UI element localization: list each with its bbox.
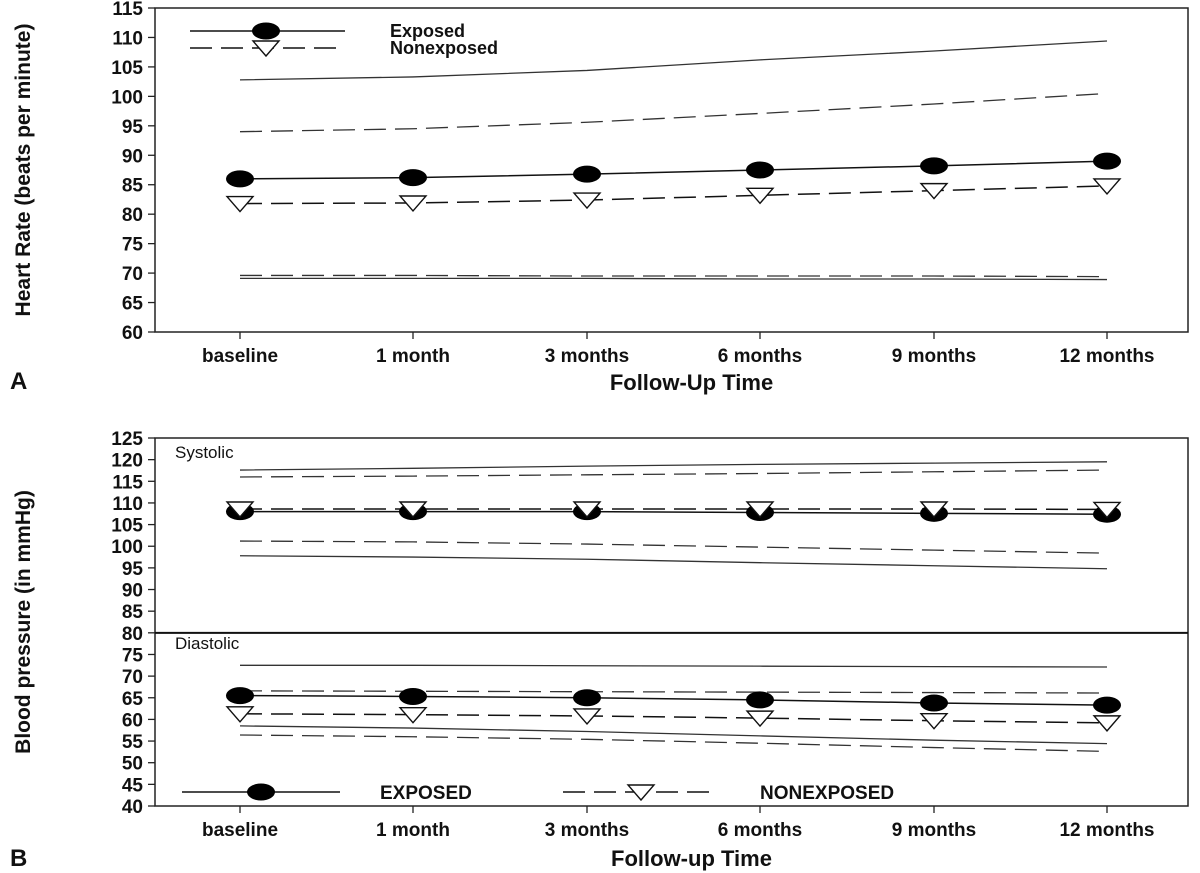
legend-label-nonexposed: NONEXPOSED xyxy=(760,783,895,804)
data-point-exposed xyxy=(226,170,254,187)
panel-b-x-axis-label: Follow-up Time xyxy=(611,846,772,871)
y-tick-label: 110 xyxy=(112,493,143,515)
legend-label-exposed: Exposed xyxy=(390,21,466,41)
legend-marker-exposed xyxy=(247,784,275,801)
x-tick-label: baseline xyxy=(201,346,279,367)
x-tick-label: 1 month xyxy=(376,346,450,367)
confidence-bound-line xyxy=(240,691,1107,693)
y-tick-label: 90 xyxy=(121,146,143,168)
panel-b-y-axis-label: Blood pressure (in mmHg) xyxy=(12,490,35,754)
x-tick-label: 3 months xyxy=(544,346,630,367)
confidence-bound-line xyxy=(240,556,1107,569)
data-point-exposed xyxy=(1093,697,1121,714)
x-tick-label: 12 months xyxy=(1059,820,1155,841)
data-point-exposed xyxy=(920,694,948,711)
y-tick-label: 80 xyxy=(121,623,143,645)
panel-b-confidence-bounds xyxy=(240,462,1107,752)
y-tick-label: 45 xyxy=(121,775,143,797)
panel-a-chart xyxy=(10,0,1188,395)
series-line xyxy=(240,714,1107,723)
y-tick-label: 70 xyxy=(121,264,143,286)
confidence-bound-line xyxy=(240,735,1107,751)
series-line xyxy=(240,161,1107,179)
x-tick-label: 3 months xyxy=(544,820,630,841)
legend-marker-exposed xyxy=(252,23,280,40)
y-tick-label: 105 xyxy=(111,57,143,79)
panel-b-x-ticks xyxy=(202,806,1155,841)
y-tick-label: 65 xyxy=(121,688,143,710)
y-tick-label: 90 xyxy=(121,580,143,602)
panel-a-x-axis-label: Follow-Up Time xyxy=(609,370,774,395)
panel-b-systolic-annotation: Systolic xyxy=(175,443,234,462)
confidence-bound-line xyxy=(240,462,1107,470)
data-point-exposed xyxy=(399,688,427,705)
data-point-exposed xyxy=(920,157,948,174)
y-tick-label: 100 xyxy=(111,87,143,109)
confidence-bound-line xyxy=(240,541,1107,553)
y-tick-label: 85 xyxy=(121,175,143,197)
panel-a-y-axis-label: Heart Rate (beats per minute) xyxy=(12,23,35,317)
panel-a-x-ticks xyxy=(202,332,1155,367)
y-tick-label: 95 xyxy=(121,558,143,580)
y-tick-label: 55 xyxy=(121,732,143,754)
y-tick-label: 75 xyxy=(121,645,143,667)
series-line xyxy=(240,512,1107,515)
y-tick-label: 40 xyxy=(121,797,143,818)
x-tick-label: baseline xyxy=(201,820,279,841)
x-tick-label: 9 months xyxy=(891,346,977,367)
confidence-bound-line xyxy=(240,665,1107,667)
y-tick-label: 60 xyxy=(121,323,143,344)
y-tick-label: 105 xyxy=(111,515,143,537)
confidence-bound-line xyxy=(240,726,1107,744)
y-tick-label: 80 xyxy=(121,205,143,227)
panel-a-y-ticks xyxy=(111,0,155,344)
panel-a-series xyxy=(226,153,1121,212)
series-line xyxy=(240,186,1107,204)
x-tick-label: 12 months xyxy=(1059,346,1155,367)
panel-b-label: B xyxy=(10,845,28,872)
y-tick-label: 120 xyxy=(111,450,143,472)
x-tick-label: 6 months xyxy=(717,346,803,367)
data-point-exposed xyxy=(573,689,601,706)
y-tick-label: 110 xyxy=(112,28,143,50)
data-point-exposed xyxy=(1093,153,1121,170)
confidence-bound-line xyxy=(240,275,1107,276)
panel-a-legend xyxy=(190,21,498,58)
x-tick-label: 6 months xyxy=(717,820,803,841)
data-point-exposed xyxy=(399,169,427,186)
panel-a-confidence-bounds xyxy=(240,41,1107,280)
panel-b-plot-frame xyxy=(155,438,1188,806)
data-point-exposed xyxy=(746,162,774,179)
y-tick-label: 95 xyxy=(121,116,143,138)
panel-b-legend xyxy=(182,783,894,804)
y-tick-label: 50 xyxy=(121,753,143,775)
y-tick-label: 70 xyxy=(121,667,143,689)
data-point-exposed xyxy=(746,691,774,708)
y-tick-label: 75 xyxy=(121,234,143,256)
panel-a-label: A xyxy=(10,368,28,395)
y-tick-label: 65 xyxy=(121,293,143,315)
legend-label-exposed: EXPOSED xyxy=(380,783,472,804)
series-line xyxy=(240,696,1107,706)
confidence-bound-line xyxy=(240,470,1107,477)
panel-b-series xyxy=(226,502,1121,731)
panel-b-chart xyxy=(10,429,1188,872)
panel-b-y-ticks xyxy=(111,429,155,818)
y-tick-label: 85 xyxy=(121,602,143,624)
y-tick-label: 115 xyxy=(112,472,143,494)
data-point-exposed xyxy=(226,687,254,704)
y-tick-label: 100 xyxy=(111,537,143,559)
x-tick-label: 1 month xyxy=(376,820,450,841)
x-tick-label: 9 months xyxy=(891,820,977,841)
y-tick-label: 115 xyxy=(112,0,143,20)
confidence-bound-line xyxy=(240,41,1107,80)
confidence-bound-line xyxy=(240,278,1107,279)
y-tick-label: 125 xyxy=(111,429,143,450)
panel-a-plot-frame xyxy=(155,8,1188,332)
y-tick-label: 60 xyxy=(121,710,143,732)
confidence-bound-line xyxy=(240,93,1107,131)
data-point-exposed xyxy=(573,166,601,183)
legend-label-nonexposed: Nonexposed xyxy=(390,38,499,58)
panel-b-diastolic-annotation: Diastolic xyxy=(175,633,240,653)
